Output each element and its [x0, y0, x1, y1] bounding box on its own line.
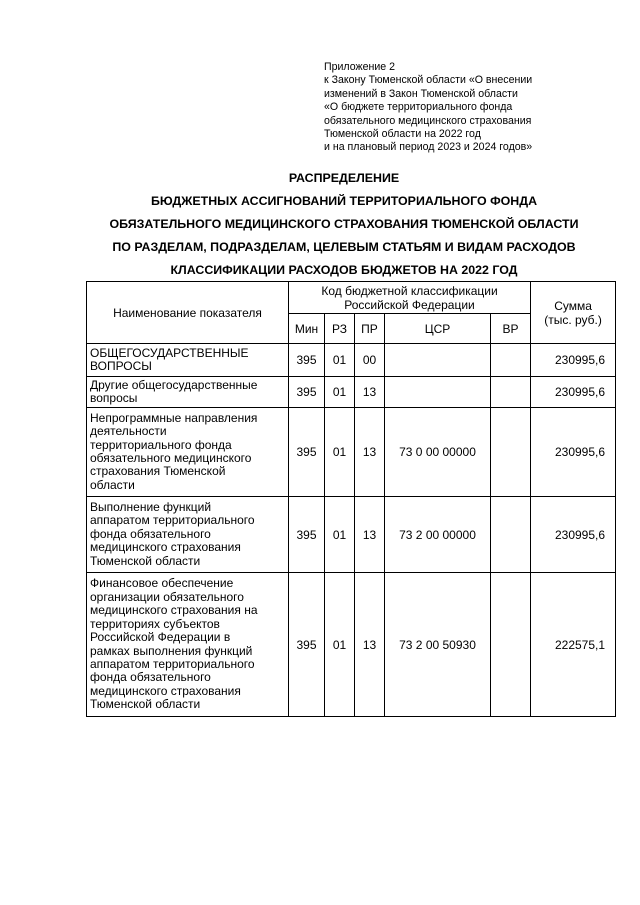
appendix-line: к Закону Тюменской области «О внесении	[324, 74, 533, 87]
row-min: 395	[289, 573, 325, 717]
row-rz: 01	[325, 573, 355, 717]
row-name	[87, 497, 289, 573]
budget-table	[86, 281, 616, 717]
document-title-line: ОБЯЗАТЕЛЬНОГО МЕДИЦИНСКОГО СТРАХОВАНИЯ ТЮМЕНСКОЙ ОБЛАСТИ	[109, 217, 579, 231]
row-csr	[385, 377, 491, 408]
row-pr: 13	[355, 377, 385, 408]
header-min: Мин	[289, 314, 325, 344]
row-name-line: деятельности	[90, 424, 167, 439]
header-code-group-line: Российской Федерации	[344, 297, 475, 312]
appendix-line: «О бюджете территориального фонда	[324, 101, 513, 114]
appendix-line: изменений в Закон Тюменской области	[324, 87, 518, 100]
row-name-line: обязательного медицинского	[90, 451, 252, 465]
row-name	[87, 408, 289, 497]
header-name: Наименование показателя	[87, 282, 289, 344]
table-row	[87, 408, 616, 497]
row-name-line: фонда обязательного	[90, 670, 211, 685]
document-title: РАСПРЕДЕЛЕНИЕ	[288, 171, 400, 185]
row-name-line: вопросы	[90, 391, 138, 405]
header-sum-line: Сумма	[554, 298, 592, 313]
row-name-line: медицинского страхования на	[90, 603, 258, 618]
row-name-line: фонда обязательного	[90, 526, 211, 541]
table-header-row	[87, 282, 616, 314]
row-csr	[385, 344, 491, 377]
row-vr	[491, 344, 531, 377]
document-title-line: БЮДЖЕТНЫХ АССИГНОВАНИЙ ТЕРРИТОРИАЛЬНОГО ФОНДА	[150, 194, 538, 208]
row-pr: 13	[355, 497, 385, 573]
document-title-line: КЛАССИФИКАЦИИ РАСХОДОВ БЮДЖЕТОВ НА 2022 ГОД	[170, 263, 518, 277]
row-name	[87, 344, 289, 377]
row-pr: 00	[355, 344, 385, 377]
header-pr: ПР	[355, 314, 385, 344]
row-name-line: территориального фонда	[90, 437, 232, 452]
appendix-line: обязательного медицинского страхования	[324, 114, 532, 127]
row-vr	[491, 408, 531, 497]
row-name-line: Другие общегосударственные	[90, 377, 258, 392]
row-name-line: аппаратом территориального	[90, 656, 255, 671]
row-csr: 73 2 00 00000	[385, 497, 491, 573]
appendix-line: и на плановый период 2023 и 2024 годов»	[324, 141, 533, 154]
row-name-line: Тюменской области	[90, 553, 201, 568]
row-name-line: медицинского страхования	[90, 683, 241, 698]
row-sum: 230995,6	[531, 344, 616, 377]
row-name-line: медицинского страхования	[90, 540, 241, 555]
row-rz: 01	[325, 408, 355, 497]
row-min: 395	[289, 408, 325, 497]
row-sum: 230995,6	[531, 377, 616, 408]
row-rz: 01	[325, 344, 355, 377]
row-name-line: аппаратом территориального	[90, 513, 255, 528]
row-name-line: страхования Тюменской	[90, 464, 226, 479]
header-sum-line: (тыс. руб.)	[544, 312, 602, 327]
row-vr	[491, 497, 531, 573]
table-row	[87, 344, 616, 377]
appendix-note	[324, 61, 624, 155]
row-name-line: Тюменской области	[90, 697, 201, 712]
header-csr: ЦСР	[385, 314, 491, 344]
row-name	[87, 377, 289, 408]
header-vr: ВР	[491, 314, 531, 344]
row-min: 395	[289, 497, 325, 573]
row-name-line: Финансовое обеспечение	[90, 576, 234, 591]
row-min: 395	[289, 377, 325, 408]
row-min: 395	[289, 344, 325, 377]
header-code-group	[289, 282, 531, 314]
row-name-line: Выполнение функций	[90, 499, 212, 514]
table-row	[87, 573, 616, 717]
row-name-line: Российской Федерации в	[90, 630, 231, 645]
table-row	[87, 377, 616, 408]
row-name-line: ВОПРОСЫ	[90, 359, 152, 373]
header-sum	[531, 282, 616, 344]
row-pr: 13	[355, 573, 385, 717]
row-vr	[491, 573, 531, 717]
row-rz: 01	[325, 497, 355, 573]
row-rz: 01	[325, 377, 355, 408]
row-name	[87, 573, 289, 717]
appendix-line: Тюменской области на 2022 год	[324, 128, 481, 141]
row-sum: 230995,6	[531, 408, 616, 497]
row-csr: 73 0 00 00000	[385, 408, 491, 497]
row-sum: 230995,6	[531, 497, 616, 573]
row-csr: 73 2 00 50930	[385, 573, 491, 717]
header-code-group-line: Код бюджетной классификации	[321, 283, 498, 298]
row-sum: 222575,1	[531, 573, 616, 717]
row-name-line: ОБЩЕГОСУДАРСТВЕННЫЕ	[90, 345, 249, 360]
row-name-line: территориях субъектов	[90, 616, 220, 631]
row-pr: 13	[355, 408, 385, 497]
row-name-line: Непрограммные направления	[90, 410, 258, 425]
row-vr	[491, 377, 531, 408]
document-title-line: ПО РАЗДЕЛАМ, ПОДРАЗДЕЛАМ, ЦЕЛЕВЫМ СТАТЬЯМ И ВИДАМ РАСХОДОВ	[112, 240, 576, 254]
header-rz: РЗ	[325, 314, 355, 344]
table-row	[87, 497, 616, 573]
row-name-line: организации обязательного	[90, 589, 244, 604]
row-name-line: области	[90, 477, 135, 492]
row-name-line: рамках выполнения функций	[90, 643, 253, 658]
appendix-line: Приложение 2	[324, 61, 395, 73]
